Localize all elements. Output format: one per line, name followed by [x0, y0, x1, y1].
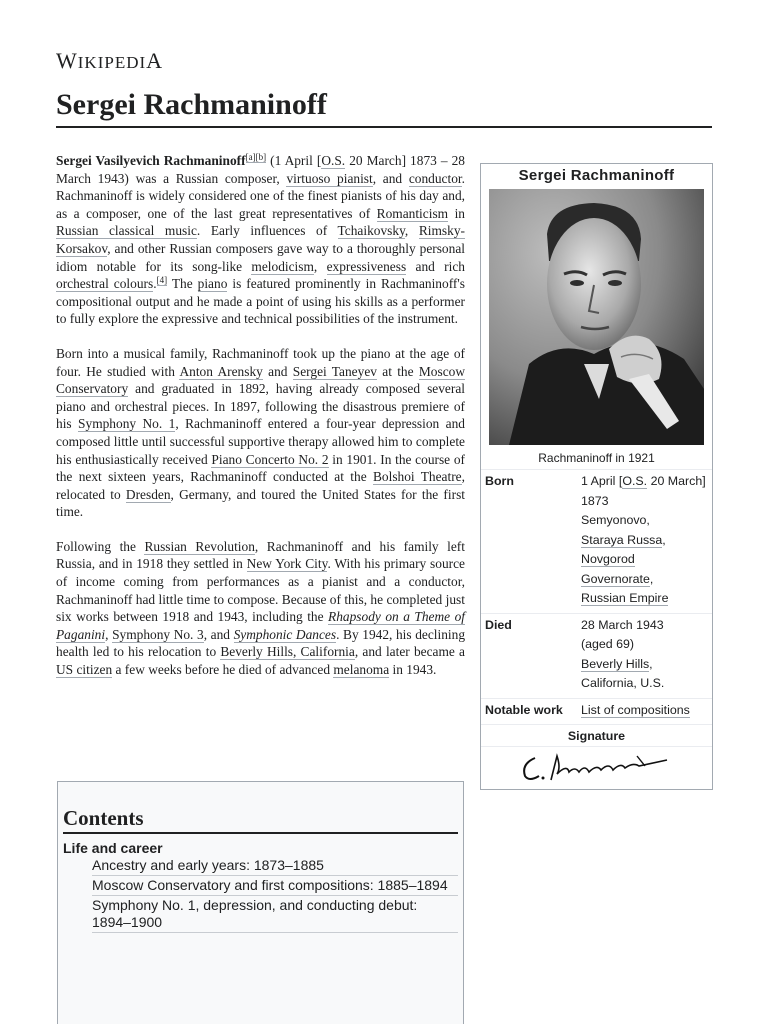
bolshoi-theatre-link[interactable]: Bolshoi Theatre: [372, 469, 462, 485]
staraya-russa-link[interactable]: Staraya Russa: [581, 532, 663, 547]
article-body: [56, 152, 465, 696]
tchaikovsky-link[interactable]: Tchaikovsky: [337, 223, 405, 239]
footnote-link[interactable]: [4]: [156, 274, 168, 285]
novgorod-governorate-link[interactable]: Novgorod Governorate: [581, 552, 650, 586]
footnote-link[interactable]: [a][b]: [245, 151, 267, 162]
toc-title: Contents: [63, 806, 458, 834]
signature-image[interactable]: [481, 746, 712, 789]
russian-revolution-link[interactable]: Russian Revolution: [144, 538, 255, 554]
born-row: [481, 469, 712, 613]
moscow-conservatory-link[interactable]: Moscow Conservatory: [56, 363, 465, 397]
table-of-contents: [57, 781, 464, 1024]
wikipedia-wordmark[interactable]: [56, 48, 163, 74]
melodicism-link[interactable]: melodicism: [251, 258, 314, 274]
later-life-paragraph: Following the Russian Revolution, Rachmaninoff and his family left Russia, and in 1918 they settled in New York City. With his primary source of income coming from performances as a pianist and a conductor, Rachmaninoff had little time to compose. Because of this, he completed just six works between 1918 and 1943, including the Rhapsody on a Theme of Paganini, Symphony No. 3, and Symphonic Dances. By 1942, his declining health led to his relocation to Beverly Hills, California, and later became a US citizen a few weeks before he died of advanced melanoma in 1943.: [56, 538, 466, 678]
rimsky-korsakov-link[interactable]: Rimsky-Korsakov: [56, 223, 465, 256]
toc-item[interactable]: Symphony No. 1, depression, and conducting debut: 1894–1900: [92, 897, 458, 933]
dresden-link[interactable]: Dresden: [125, 486, 171, 502]
toc-section-life-and-career[interactable]: Life and career: [63, 840, 163, 856]
toc-item[interactable]: Moscow Conservatory and first compositions: 1885–1894: [92, 877, 458, 896]
portrait-caption: Rachmaninoff in 1921: [538, 451, 655, 465]
symphonic-dances-link[interactable]: Symphonic Dances: [233, 626, 337, 642]
russian-empire-link[interactable]: Russian Empire: [581, 591, 669, 605]
born-value: 1 April [O.S. 20 March] 1873 Semyonovo, Staraya Russa, Novgorod Governorate, Russian Empire: [581, 474, 706, 605]
died-row: [481, 613, 712, 698]
symphony-no-1-link[interactable]: Symphony No. 1: [78, 416, 176, 432]
new-york-city-link[interactable]: New York City: [246, 556, 328, 572]
wordmark-letters: IKIPEDI: [77, 53, 147, 72]
page-title: Sergei Rachmaninoff: [56, 86, 712, 128]
born-label: Born: [485, 474, 514, 488]
conductor-link[interactable]: conductor: [408, 170, 462, 186]
russian-classical-music-link[interactable]: Russian classical music: [56, 223, 197, 239]
intro-paragraph: Sergei Vasilyevich Rachmaninoff[a][b] (1 April [O.S. 20 March] 1873 – 28 March 1943) was a Russian composer, virtuoso pianist, and conductor. Rachmaninoff is widely considered one of the finest pianists of his day and, as a composer, one of the last great representatives of Romanticism in Russian classical music. Early influences of Tchaikovsky, Rimsky-Korsakov, and other Russian composers gave way to a thoroughly personal idiom notable for its song-like melodicism, expressiveness and rich orchestral colours.[4] The piano is featured prominently in Rachmaninoff's compositional output and he made a point of using his skills as a performer to fully explore the expressive and technical possibilities of the instrument.: [56, 151, 465, 327]
toc-item[interactable]: Ancestry and early years: 1873–1885: [92, 857, 458, 876]
infobox: [480, 163, 713, 790]
taneyev-link[interactable]: Sergei Taneyev: [292, 363, 377, 379]
arensky-link[interactable]: Anton Arensky: [179, 363, 263, 379]
virtuoso-pianist-link[interactable]: virtuoso pianist: [286, 170, 373, 186]
beverly-hills-link[interactable]: Beverly Hills, California: [220, 644, 355, 660]
early-life-paragraph: Born into a musical family, Rachmaninoff took up the piano at the age of four. He studied with Anton Arensky and Sergei Taneyev at the Moscow Conservatory and graduated in 1892, having already composed several piano and orchestral pieces. In 1897, following the disastrous premiere of his Symphony No. 1, Rachmaninoff entered a four-year depression and composed little until successful supportive therapy allowed him to complete his enthusiastically received Piano Concerto No. 2 in 1901. In the course of the next sixteen years, Rachmaninoff conducted at the Bolshoi Theatre, relocated to Dresden, Germany, and toured the United States for the first time.: [56, 345, 466, 520]
wordmark-letter: A: [146, 48, 164, 73]
orchestral-colours-link[interactable]: orchestral colours: [56, 276, 154, 292]
rhapsody-paganini-link[interactable]: Rhapsody on a Theme of Paganini: [56, 609, 466, 642]
us-citizen-link[interactable]: US citizen: [56, 662, 113, 678]
subject-name: Sergei Vasilyevich Rachmaninoff: [56, 153, 246, 168]
signature-label: Signature: [481, 724, 712, 746]
died-value: 28 March 1943 (aged 69) Beverly Hills, California, U.S.: [581, 617, 665, 690]
symphony-no-3-link[interactable]: Symphony No. 3: [112, 626, 204, 642]
expressiveness-link[interactable]: expressiveness: [326, 258, 407, 274]
os-link[interactable]: O.S.: [321, 153, 346, 168]
notable-work-row: [481, 698, 712, 725]
notable-work-label: Notable work: [485, 702, 563, 717]
wordmark-letter: W: [56, 48, 78, 73]
list-of-compositions-link[interactable]: List of compositions: [581, 702, 690, 717]
romanticism-link[interactable]: Romanticism: [376, 205, 449, 221]
melanoma-link[interactable]: melanoma: [333, 662, 390, 678]
os-link[interactable]: O.S.: [622, 474, 648, 488]
infobox-title: Sergei Rachmaninoff: [518, 167, 675, 184]
died-label: Died: [485, 617, 512, 632]
portrait-photo[interactable]: [489, 189, 704, 445]
beverly-hills-link[interactable]: Beverly Hills: [581, 656, 650, 671]
piano-concerto-2-link[interactable]: Piano Concerto No. 2: [211, 451, 329, 467]
piano-link[interactable]: piano: [197, 276, 228, 292]
